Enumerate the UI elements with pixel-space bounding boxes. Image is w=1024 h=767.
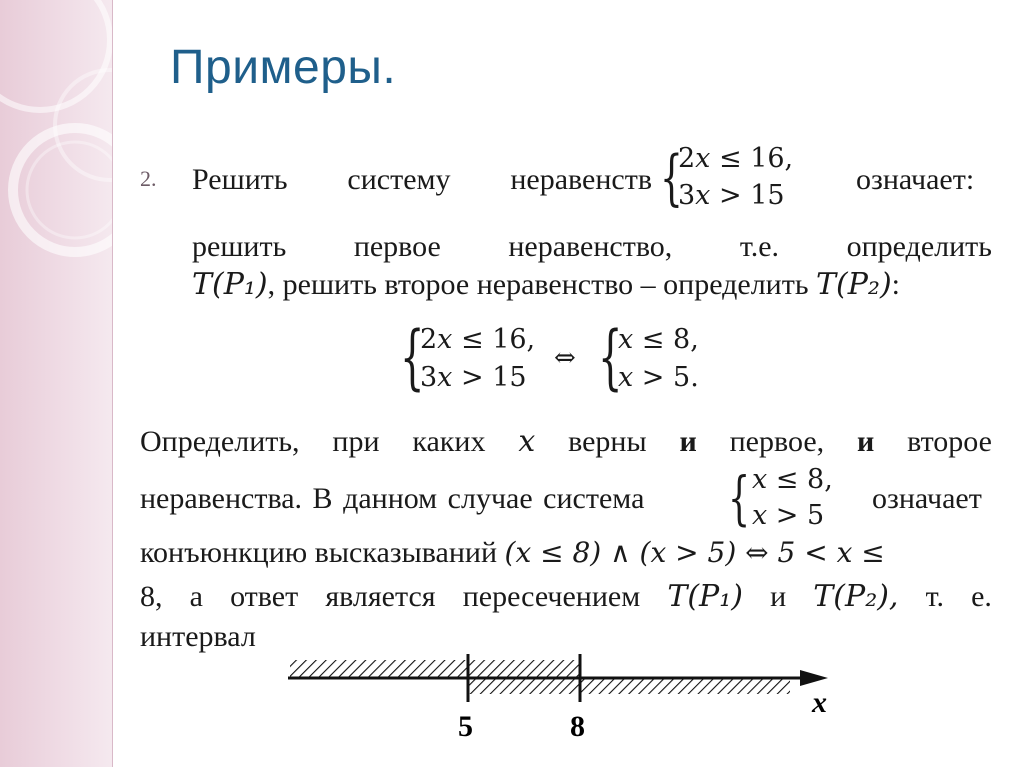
word: неравенство, (508, 230, 673, 263)
hatch-upper-region (290, 660, 580, 677)
set-t-p1: 𝑇(𝑃₁) (667, 579, 743, 614)
word: определить (846, 230, 992, 263)
equiv-right-row1: 𝑥 ≤ 8, (618, 324, 699, 355)
item-number: 2. (140, 166, 157, 191)
word: при (332, 425, 380, 458)
p2-line3-text: конъюнкцию высказываний (140, 536, 505, 569)
word: каких (412, 425, 486, 458)
p2-line1 (140, 425, 992, 459)
system1-row1: 2𝑥 ≤ 16, (678, 143, 794, 174)
word: первое, (729, 425, 825, 458)
p2-line4 (140, 580, 992, 614)
p2-line2-means: означает (872, 482, 982, 515)
word: а (189, 580, 203, 613)
word-and-bold: и (679, 425, 697, 458)
word: решить (192, 230, 287, 263)
word: верны (568, 425, 647, 458)
equiv-left-row2: 3𝑥 > 15 (420, 362, 527, 393)
word: является (325, 580, 436, 613)
word: т. (925, 580, 944, 613)
equiv-right-row2: 𝑥 > 5. (618, 362, 699, 393)
p2-line2-text: неравенства. В данном случае система (140, 482, 645, 515)
variable-x: 𝑥 (518, 424, 536, 459)
system1-brace: { (660, 143, 683, 213)
word: 8, (140, 580, 163, 613)
p2-line5: интервал (140, 620, 256, 653)
word-and-bold: и (857, 425, 875, 458)
equiv-symbol: ⇔ (554, 343, 576, 373)
tick-label-b: 8 (570, 710, 585, 743)
line2-text (192, 230, 992, 264)
system2-row1: 𝑥 ≤ 8, (752, 464, 833, 495)
word: е. (971, 580, 992, 613)
word: систему (347, 163, 451, 196)
word: второе (907, 425, 992, 458)
tick-label-a: 5 (458, 710, 473, 743)
sidebar-decoration (0, 0, 112, 767)
word: Определить, (140, 425, 300, 458)
number-line-svg (280, 646, 840, 756)
axis-label-x: x (812, 686, 827, 719)
system2-brace: { (728, 464, 751, 532)
word: первое (353, 230, 441, 263)
line1-text (192, 163, 652, 197)
word: пересечением (462, 580, 641, 613)
p2-line3 (140, 536, 885, 570)
line1-means: означает: (856, 163, 975, 196)
set-t-p1: 𝑇(𝑃₁) (192, 267, 268, 302)
set-t-p2: 𝑇(𝑃₂) (816, 267, 892, 302)
line3-text (192, 268, 900, 302)
set-t-p2: 𝑇(𝑃₂), (813, 579, 899, 614)
number-line-figure (280, 646, 840, 756)
line3-colon: : (891, 268, 901, 301)
system2-row2: 𝑥 > 5 (752, 500, 825, 531)
equiv-left-brace: { (400, 316, 425, 398)
line3-middle: , решить второе неравенство – определить (267, 268, 817, 301)
word: и (770, 580, 787, 613)
system1-row2: 3𝑥 > 15 (678, 180, 785, 211)
word: неравенств (510, 163, 652, 196)
word: т.е. (739, 230, 780, 263)
decorative-circles (0, 0, 112, 767)
word: ответ (230, 580, 299, 613)
equiv-left-row1: 2𝑥 ≤ 16, (420, 324, 536, 355)
conjunction-formula: (𝑥 ≤ 8) ∧ (𝑥 > 5) ⇔ 5 < 𝑥 ≤ (504, 536, 885, 569)
word: Решить (192, 163, 288, 196)
equiv-right-brace: { (598, 316, 623, 398)
sidebar-divider (112, 0, 113, 767)
hatch-lower-region (468, 679, 790, 694)
slide-title: Примеры. (170, 41, 397, 94)
